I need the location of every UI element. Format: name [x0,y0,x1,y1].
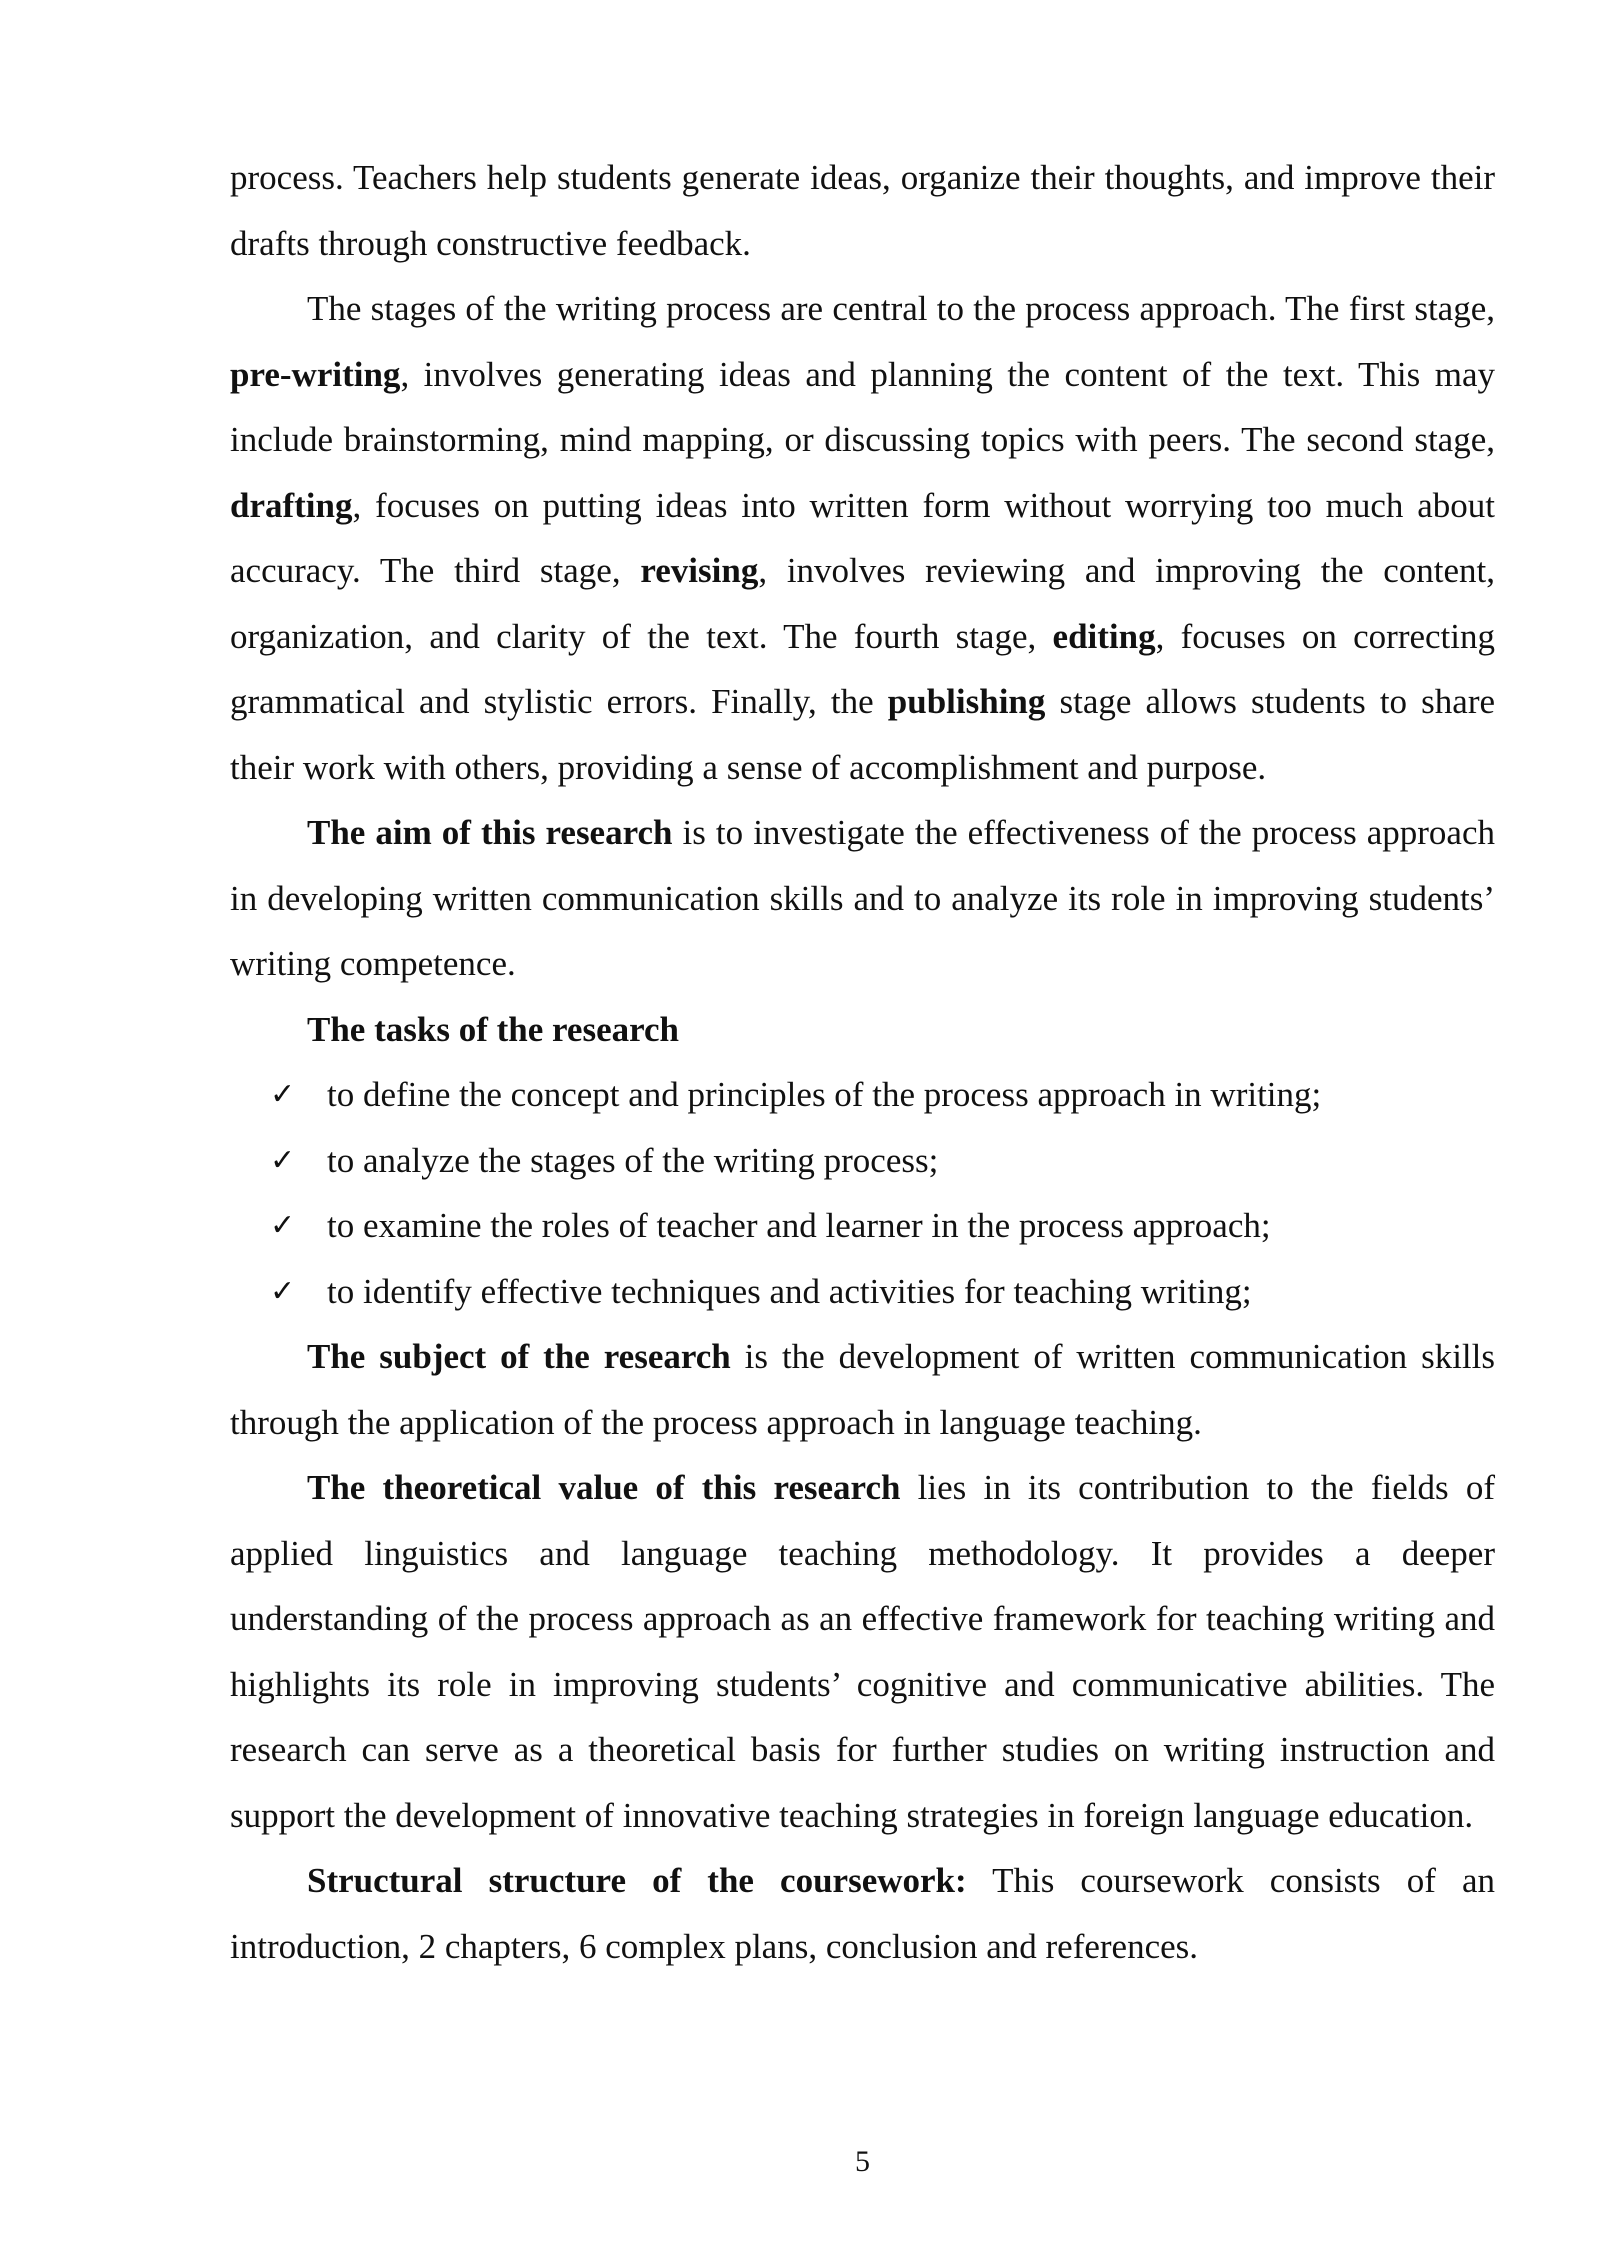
text-run: is the development of written communication skills through the application of the process approach in language teaching. [230,1337,1496,1442]
task-text: to identify effective techniques and activities for teaching writing; [327,1271,1252,1311]
term-pre-writing: pre-writing [230,354,401,394]
check-mark-icon: ✓ [270,1208,296,1243]
heading-inline-subject: The subject of the research [307,1337,731,1376]
check-mark-icon: ✓ [270,1273,296,1309]
paragraph-continuation: process. Teachers help students generate ideas, organize their thoughts, and improve their drafts through constructive feedback. [230,158,1495,263]
list-item [230,1193,1495,1259]
page-number: 5 [855,2145,870,2178]
heading-inline-structure: Structural structure of the coursework: [307,1861,967,1900]
paragraph-research-aim [230,800,1495,997]
tasks-heading: The tasks of the research [307,1009,680,1049]
task-text: to analyze the stages of the writing process; [327,1140,939,1180]
term-editing: editing [1052,616,1156,656]
check-mark-icon: ✓ [270,1142,296,1178]
text-run: , focuses on correcting grammatical and stylistic errors. Finally, the [230,616,1495,721]
text-run: lies in its contribution to the fields of applied linguistics and language teaching methodology. It provides a deeper understanding of the process approach as an effective framework for teaching writing and highlights its role in improving students’ cognitive and communicative abilities. The research can serve as a theoretical basis for further studies on writing instruction and support the development of innovative teaching strategies in foreign language education. [230,1468,1495,1835]
text-run: , focuses on putting ideas into written form without worrying too much about accuracy. The third stage, [230,485,1495,590]
heading-inline-theoretical-value: The theoretical value of this research [307,1468,901,1507]
term-drafting: drafting [230,485,353,525]
term-publishing: publishing [887,682,1046,721]
check-mark-icon: ✓ [270,1077,296,1112]
list-item [230,1259,1495,1325]
task-text: to examine the roles of teacher and learner in the process approach; [327,1206,1271,1245]
list-item [230,1062,1495,1128]
list-item [230,1128,1495,1194]
text-run: stage allows students to share their work with others, providing a sense of accomplishment and purpose. [230,682,1496,787]
paragraph-writing-stages [230,276,1495,800]
term-revising: revising [640,551,759,590]
text-run: , involves generating ideas and planning the content of the text. This may include brainstorming, mind mapping, or discussing topics with peers. The second stage, [230,354,1495,459]
tasks-list [230,1062,1495,1324]
text-run: is to investigate the effectiveness of the process approach in developing written communication skills and to analyze its role in improving students’ writing competence. [230,813,1495,983]
document-page [230,145,1495,1979]
task-text: to define the concept and principles of the process approach in writing; [327,1075,1322,1114]
heading-inline-aim: The aim of this research [307,813,673,852]
text-run: The stages of the writing process are central to the process approach. The first stage, [307,289,1495,328]
text-run: , involves reviewing and improving the content, organization, and clarity of the text. The fourth stage, [230,551,1495,656]
paragraph-theoretical-value [230,1455,1495,1848]
paragraph-research-subject [230,1324,1495,1455]
paragraph-structure [230,1848,1495,1979]
text-run: This coursework consists of an introduction, 2 chapters, 6 complex plans, conclusion and references. [230,1861,1495,1966]
